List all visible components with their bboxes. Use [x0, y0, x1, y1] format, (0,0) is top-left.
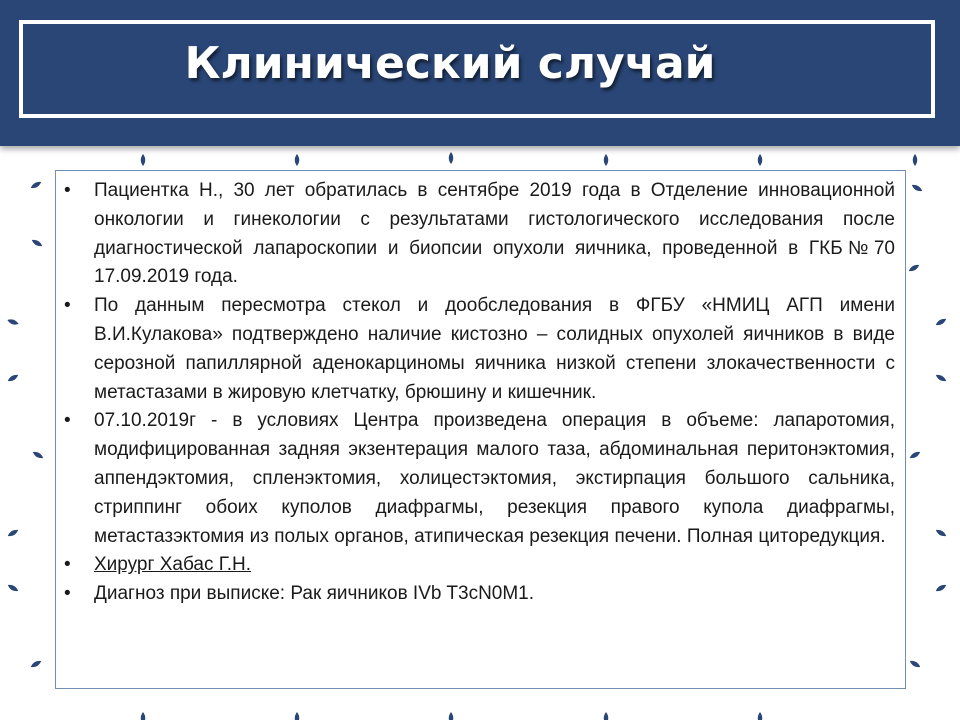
leaf-icon — [31, 238, 44, 248]
bullet-review-findings: • По данным пересмотра стекол и дообследования в ФГБУ «НМИЦ АГП имени В.И.Кулакова» подтверждено наличие кистозно – солидных опухолей яичников в виде серозной папиллярной аденокарциномы яичника низкой степени злокачественности с метастазами в жировую клетчатку, брюшину и кишечник. — [94, 292, 895, 407]
slide-title: Клинический случай — [184, 38, 716, 89]
leaf-icon — [909, 659, 922, 669]
leaf-icon — [758, 712, 763, 720]
title-banner — [0, 0, 960, 146]
leaf-icon — [911, 183, 924, 193]
leaf-icon — [7, 528, 20, 538]
bullet-patient-history: • Пациентка Н., 30 лет обратилась в сентябре 2019 года в Отделение инновационной онкологии и гинекологии с результатами гистологического исследования после диагностической лапароскопии и биопсии опухоли яичника, проведенной в ГКБ№70 17.09.2019 года. — [94, 177, 895, 292]
leaf-icon — [935, 528, 948, 538]
bullet-list — [56, 171, 905, 609]
leaf-icon — [7, 583, 20, 593]
leaf-icon — [295, 712, 300, 720]
bullet-diagnosis: • Диагноз при выписке: Рак яичников IVb T3cN0M1. — [94, 580, 895, 609]
leaf-icon — [449, 712, 454, 720]
leaf-icon — [935, 583, 948, 593]
leaf-icon — [909, 450, 922, 460]
leaf-icon — [935, 317, 948, 327]
leaf-icon — [7, 318, 20, 326]
bullet-surgery: • 07.10.2019г - в условиях Центра произведена операция в объеме: лапаротомия, модифицированная задняя экзентерация малого таза, абдоминальная перитонэктомия, аппендэктомия, спленэктомия, холицестэктомия, экстирпация большого сальника, стриппинг обоих куполов диафрагмы, резекция правого купола диафрагмы, метастазэктомия из полых органов, атипическая резекция печени. Полная циторедукция. — [94, 407, 895, 551]
leaf-icon — [604, 154, 609, 166]
leaf-icon — [32, 450, 45, 460]
leaf-icon — [30, 659, 43, 669]
leaf-icon — [141, 712, 146, 720]
leaf-icon — [913, 154, 918, 166]
leaf-icon — [449, 152, 454, 164]
leaf-icon — [758, 154, 763, 166]
leaf-icon — [141, 154, 146, 166]
leaf-icon — [7, 373, 20, 383]
bullet-surgeon: • Хирург Хабас Г.Н. — [94, 551, 895, 580]
leaf-icon — [30, 180, 43, 190]
leaf-icon — [908, 263, 921, 273]
leaf-icon — [295, 154, 300, 166]
content-box — [55, 170, 906, 689]
leaf-icon — [604, 712, 609, 720]
leaf-icon — [935, 373, 948, 383]
